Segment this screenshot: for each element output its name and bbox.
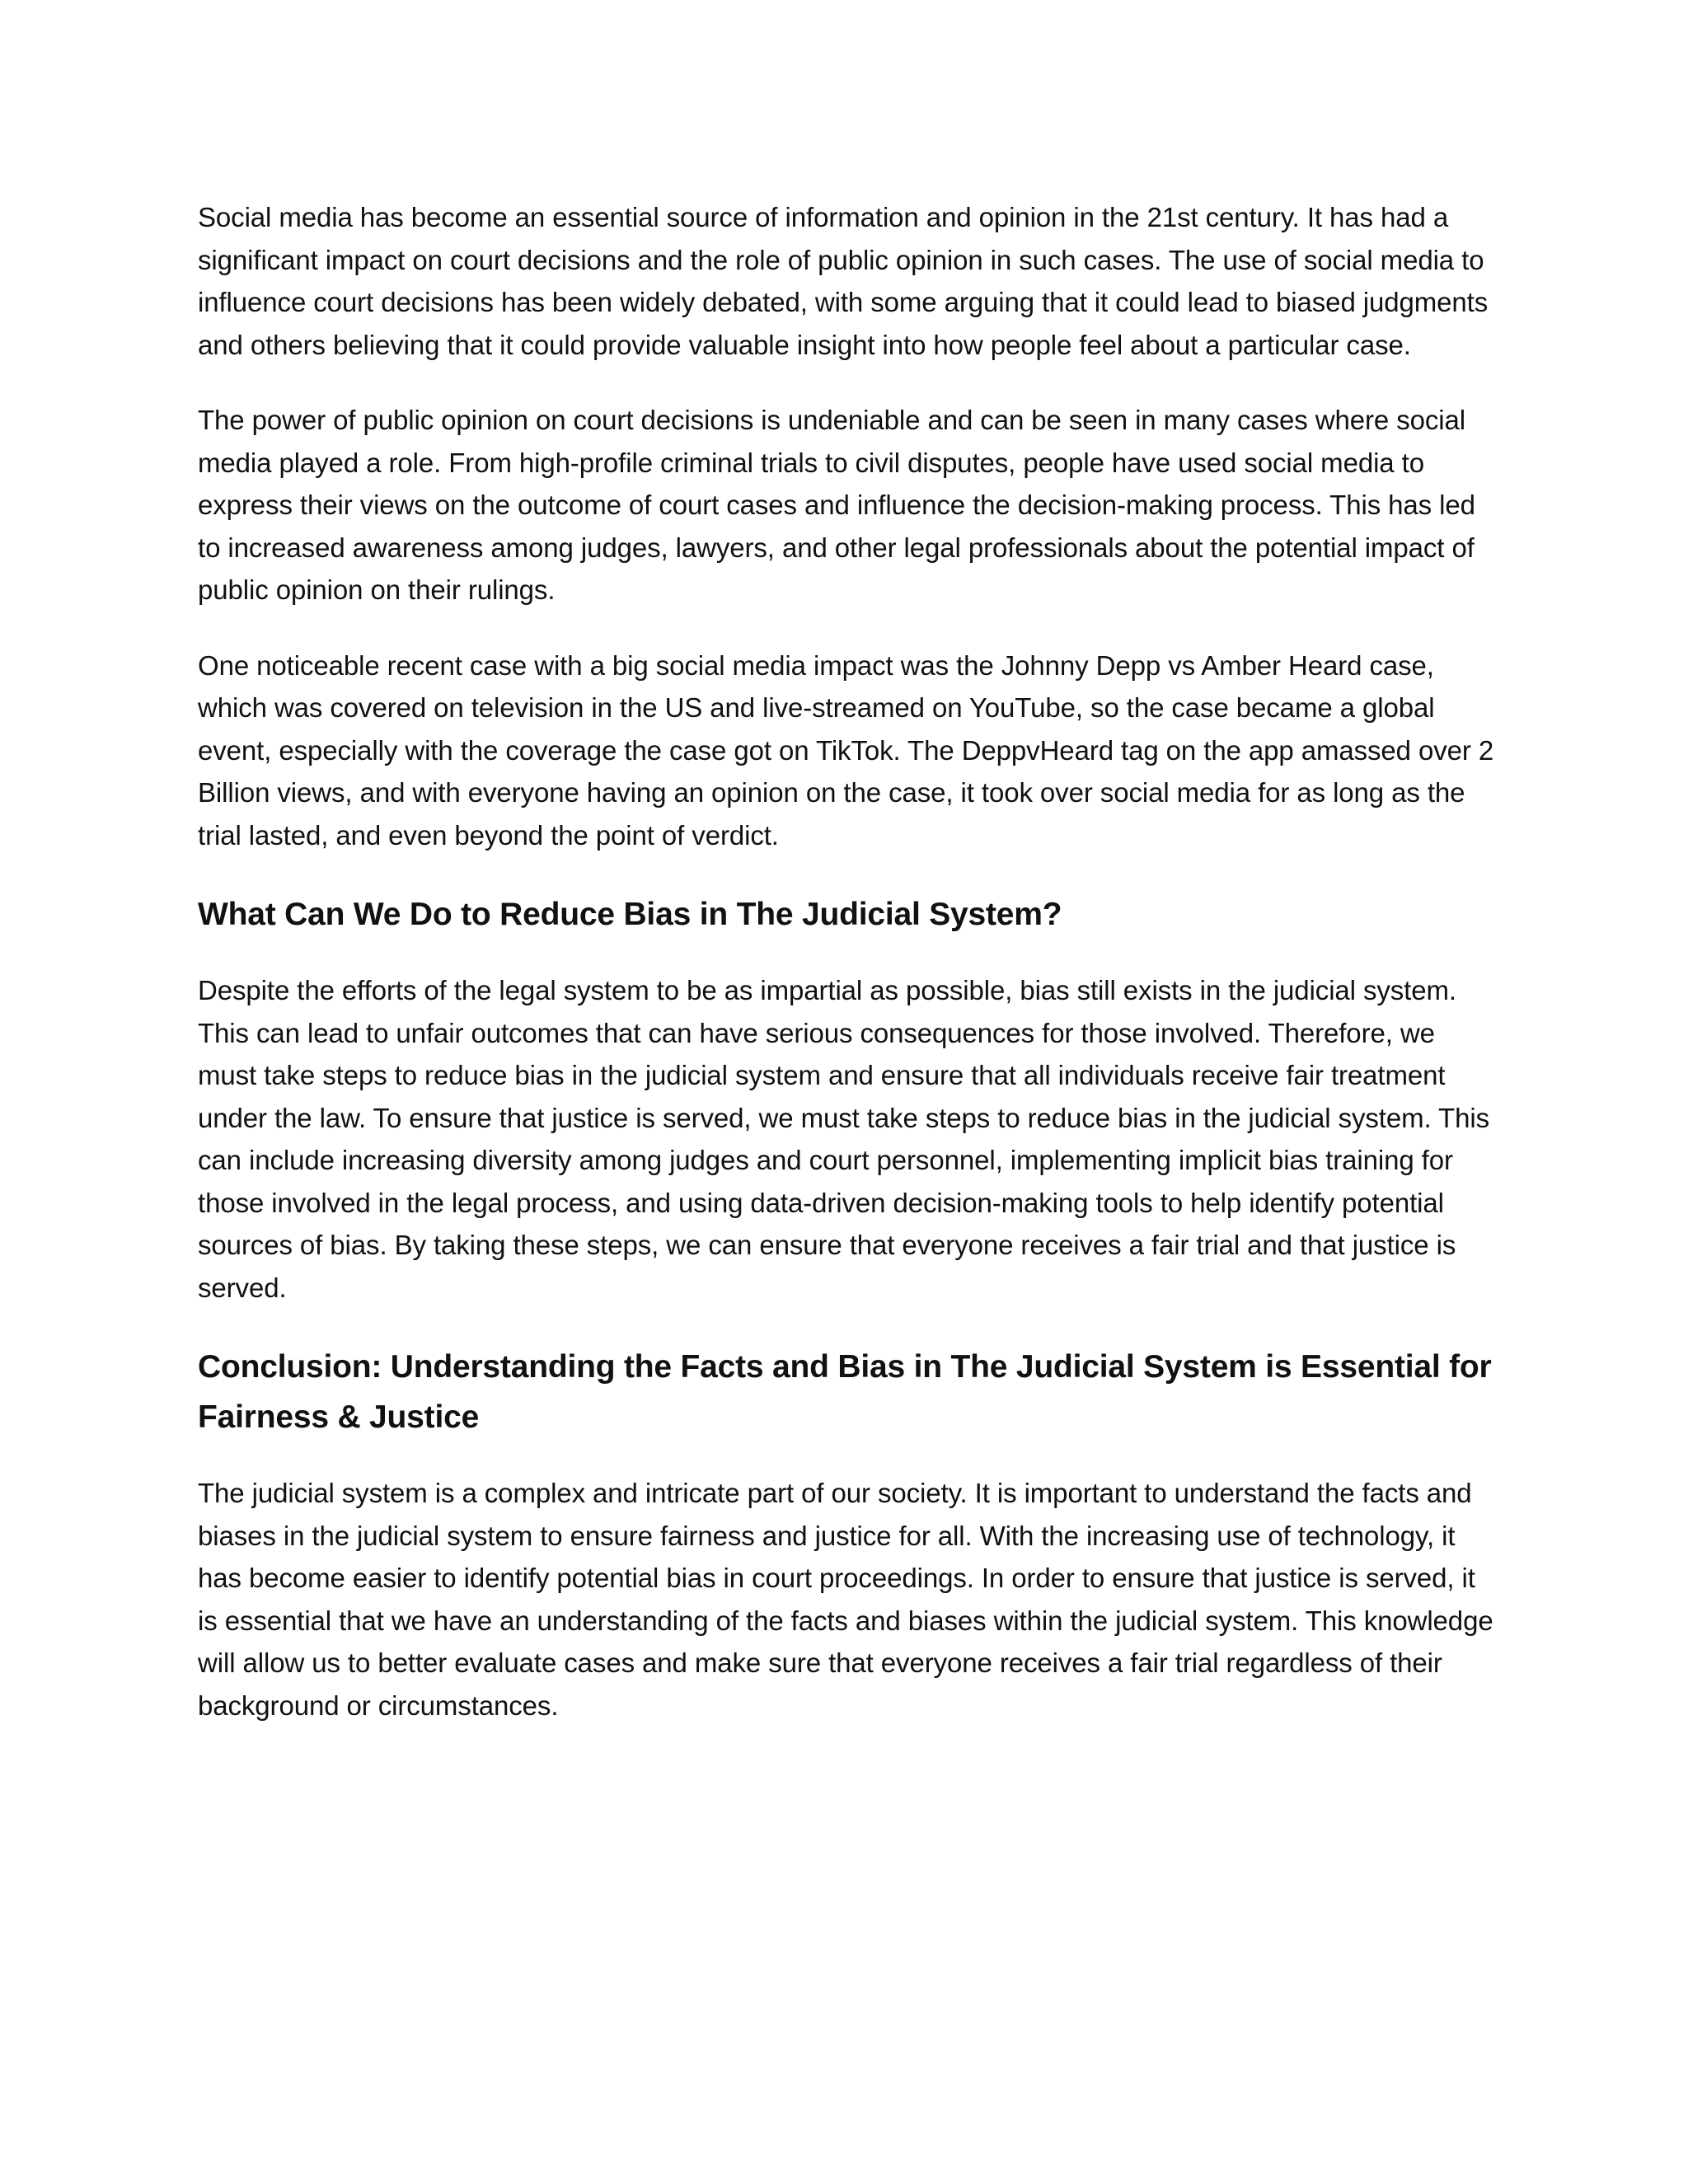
paragraph-conclusion: The judicial system is a complex and intricate part of our society. It is important to understand the facts and biases in the judicial system to ensure fairness and justice for all. With the increasing use of technology, it has become easier to identify potential bias in court proceedings. In order to ensure that justice is served, it is essential that we have an understanding of the facts and biases within the judicial system. This knowledge will allow us to better evaluate cases and make sure that everyone receives a fair trial regardless of their background or circumstances.	[198, 1478, 1493, 1721]
paragraph-depp-heard-case: One noticeable recent case with a big social media impact was the Johnny Depp vs Amber Heard case, which was covered on television in the US and live-streamed on YouTube, so the case became a global event, especially with the coverage the case got on TikTok. The DeppvHeard tag on the app amassed over 2 Billion views, and with everyone having an opinion on the case, it took over social media for as long as the trial lasted, and even beyond the point of verdict.	[198, 649, 1494, 851]
heading-reduce-bias: What Can We Do to Reduce Bias in The Judicial System?	[198, 897, 1062, 932]
paragraph-social-media-intro: Social media has become an essential source of information and opinion in the 21st century. It has had a significant impact on court decisions and the role of public opinion in such cases. The use of social media to influence court decisions has been widely debated, with some arguing that it could lead to biased judgments and others believing that it could provide valuable insight into how people feel about a particular case.	[198, 202, 1489, 360]
paragraph-reduce-bias: Despite the efforts of the legal system to be as impartial as possible, bias still exists in the judicial system. This can lead to unfair outcomes that can have serious consequences for those involved. Therefore, we must take steps to reduce bias in the judicial system and ensure that all individuals receive fair treatment under the law. To ensure that justice is served, we must take steps to reduce bias in the judicial system. This can include increasing diversity among judges and court personnel, implementing implicit bias training for those involved in the legal process, and using data-driven decision-making tools to help identify potential sources of bias. By taking these steps, we can ensure that everyone receives a fair trial and that justice is served.	[198, 975, 1489, 1303]
heading-conclusion: Conclusion: Understanding the Facts and Bias in The Judicial System is Essential for Fairness & Justice	[198, 1349, 1492, 1435]
paragraph-public-opinion: The power of public opinion on court decisions is undeniable and can be seen in many cases where social media played a role. From high-profile criminal trials to civil disputes, people have used social media to express their views on the outcome of court cases and influence the decision-making process. This has led to increased awareness among judges, lawyers, and other legal professionals about the potential impact of public opinion on their rulings.	[198, 405, 1475, 605]
document-body	[198, 196, 1497, 1760]
